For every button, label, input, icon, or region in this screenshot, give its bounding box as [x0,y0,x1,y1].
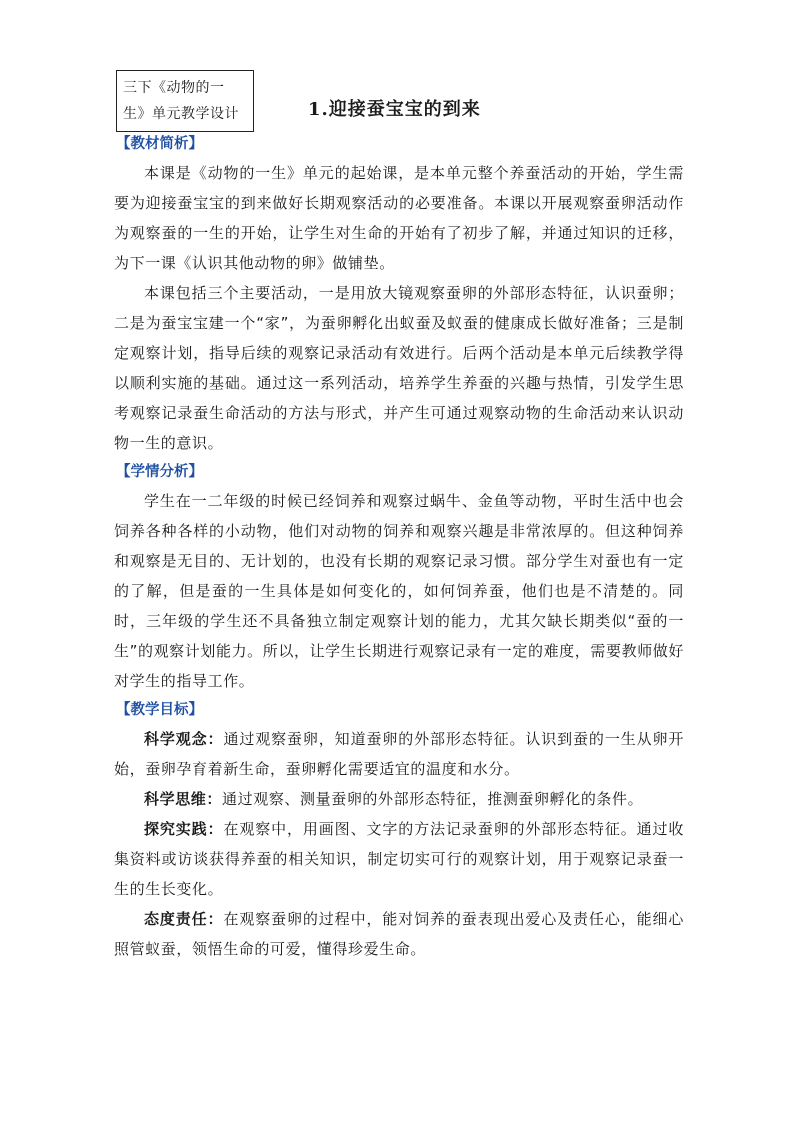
unit-label-line2: 生》单元教学设计 [123,106,239,122]
goal-text: 在观察蚕卵的过程中，能对饲养的蚕表现出爱心及责任心，能细心照管蚁蚕，领悟生命的可爱，懂得珍爱生命。 [114,910,684,958]
heading-textbook-analysis: 【教材简析】 [116,136,203,152]
goal-item [114,814,684,904]
goal-label: 探究实践： [144,820,224,838]
goal-text: 通过观察、测量蚕卵的外部形态特征，推测蚕卵孵化的条件。 [222,790,644,808]
goal-text: 通过观察蚕卵，知道蚕卵的外部形态特征。认识到蚕的一生从卵开始，蚕卵孕育着新生命，蚕卵孵化需要适宜的温度和水分。 [114,730,684,778]
goal-item [114,784,684,814]
goal-label: 科学思维： [144,790,223,808]
unit-label-box [116,70,254,132]
goal-label: 态度责任： [144,910,224,928]
goal-item [114,904,684,964]
textbook-paragraph-1: 本课是《动物的一生》单元的起始课，是本单元整个养蚕活动的开始，学生需要为迎接蚕宝宝的到来做好长期观察活动的必要准备。本课以开展观察蚕卵活动作为观察蚕的一生的开始，让学生对生命的开始有了初步了解，并通过知识的迁移，为下一课《认识其他动物的卵》做铺垫。 [114,164,684,272]
goal-label: 科学观念： [144,730,224,748]
goal-item [114,724,684,784]
unit-label-line1: 三下《动物的一 [123,80,225,96]
goal-text: 在观察中，用画图、文字的方法记录蚕卵的外部形态特征。通过收集资料或访谈获得养蚕的相关知识，制定切实可行的观察计划，用于观察记录蚕一生的生长变化。 [114,820,684,898]
document-body [114,130,684,964]
learner-paragraph: 学生在一二年级的时候已经饲养和观察过蜗牛、金鱼等动物，平时生活中也会饲养各种各样的小动物，他们对动物的饲养和观察兴趣是非常浓厚的。但这种饲养和观察是无目的、无计划的，也没有长期的观察记录习惯。部分学生对蚕也有一定的了解，但是蚕的一生具体是如何变化的，如何饲养蚕，他们也是不清楚的。同时，三年级的学生还不具备独立制定观察计划的能力，尤其欠缺长期类似“蚕的一生”的观察计划能力。所以，让学生长期进行观察记录有一定的难度，需要教师做好对学生的指导工作。 [114,492,684,690]
textbook-paragraph-2: 本课包括三个主要活动，一是用放大镜观察蚕卵的外部形态特征，认识蚕卵；二是为蚕宝宝建一个“家”，为蚕卵孵化出蚁蚕及蚁蚕的健康成长做好准备；三是制定观察计划，指导后续的观察记录活动有效进行。后两个活动是本单元后续教学得以顺利实施的基础。通过这一系列活动，培养学生养蚕的兴趣与热情，引发学生思考观察记录蚕生命活动的方法与形式，并产生可通过观察动物的生命活动来认识动物一生的意识。 [114,284,684,452]
heading-learner-analysis: 【学情分析】 [116,464,203,480]
lesson-title: 1.迎接蚕宝宝的到来 [308,99,481,120]
heading-teaching-goals: 【教学目标】 [116,702,203,718]
